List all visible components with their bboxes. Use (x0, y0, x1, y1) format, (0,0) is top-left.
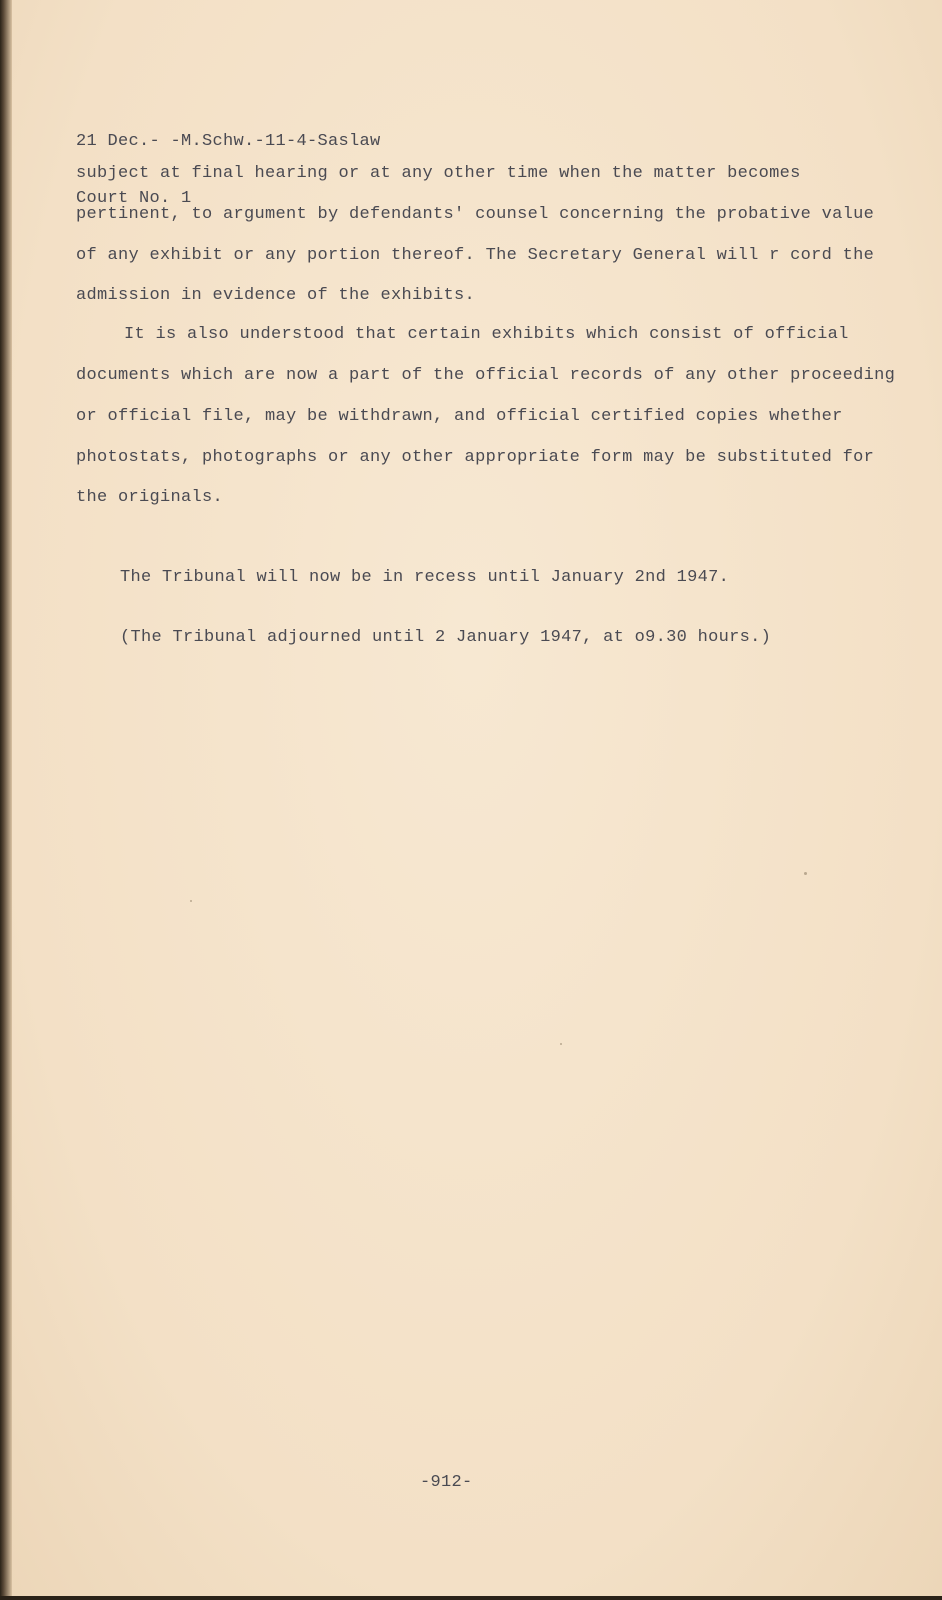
paragraph1-line-3: of any exhibit or any portion thereof. The Secretary General will r cord the (76, 246, 875, 265)
paragraph1-line-2: pertinent, to argument by defendants' counsel concerning the probative value (76, 205, 875, 224)
closing-statement (120, 528, 771, 688)
paragraph2-line-5: the originals. (76, 488, 224, 507)
adjournment-line: (The Tribunal adjourned until 2 January 1947, at o9.30 hours.) (120, 628, 772, 647)
header-date-line: 21 Dec.- -M.Schw.-11-4-Saslaw (76, 132, 381, 151)
paper-left-edge (0, 0, 12, 1600)
paragraph1-line-4: admission in evidence of the exhibits. (76, 286, 476, 305)
paragraph1-line-1: subject at final hearing or at any other time when the matter becomes (76, 164, 801, 183)
page-number: -912- (420, 1473, 473, 1492)
header-court-line: Court No. 1 (76, 189, 192, 208)
paragraph2-line-2: documents which are now a part of the official records of any other proceeding (76, 366, 896, 385)
paper-speck (190, 900, 192, 902)
paragraph2-line-3: or official file, may be withdrawn, and official certified copies whether (76, 407, 843, 426)
paper-speck (804, 872, 807, 875)
paragraph2-line-4: photostats, photographs or any other appropriate form may be substituted for (76, 448, 875, 467)
paragraph2-line-1: It is also understood that certain exhibits which consist of official (124, 325, 849, 344)
paper-bottom-edge (0, 1596, 942, 1600)
paper-speck (560, 1043, 562, 1045)
recess-line: The Tribunal will now be in recess until January 2nd 1947. (120, 568, 730, 587)
